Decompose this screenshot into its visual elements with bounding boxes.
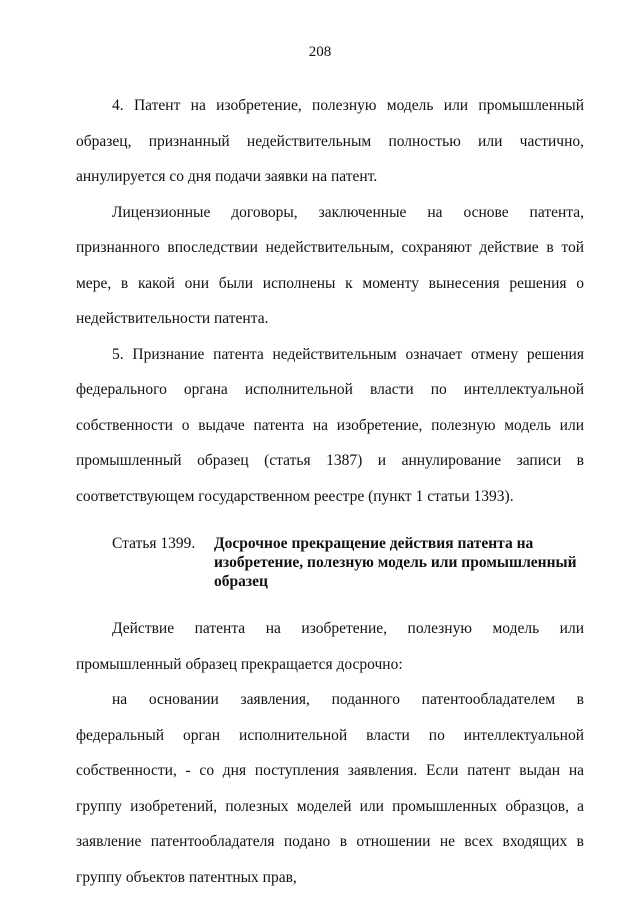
paragraph: Лицензионные договоры, заключенные на основе патента, признанного впоследствии недействительным, сохраняют действие в той мере, в какой они были исполнены к моменту вынесения решения о недействительности патента. — [76, 203, 584, 327]
paragraph: на основании заявления, поданного патентообладателем в федеральный орган исполнительной власти по интеллектуальной собственности, - со дня поступления заявления. Если патент выдан на группу изобретений, полезных моделей или промышленных образцов, а заявление патентообладателя подано в отношении не всех входящих в группу объектов патентных прав, — [76, 691, 584, 886]
document-body — [76, 88, 584, 895]
paragraph: 5. Признание патента недействительным означает отмену решения федерального органа исполнительной власти по интеллектуальной собственности о выдаче патента на изобретение, полезную модель или промышленный образец (статья 1387) и аннулирование записи в соответствующем государственном реестре (пункт 1 статьи 1393). — [76, 345, 584, 505]
page-number: 208 — [308, 44, 332, 60]
article-heading — [76, 534, 584, 591]
article-number: Статья 1399. — [112, 535, 196, 552]
paragraph: Действие патента на изобретение, полезную модель или промышленный образец прекращается досрочно: — [76, 620, 584, 673]
article-title: Досрочное прекращение действия патента на изобретение, полезную модель или промышленный образец — [214, 535, 577, 590]
paragraph: 4. Патент на изобретение, полезную модель или промышленный образец, признанный недействительным полностью или частично, аннулируется со дня подачи заявки на патент. — [76, 97, 584, 185]
